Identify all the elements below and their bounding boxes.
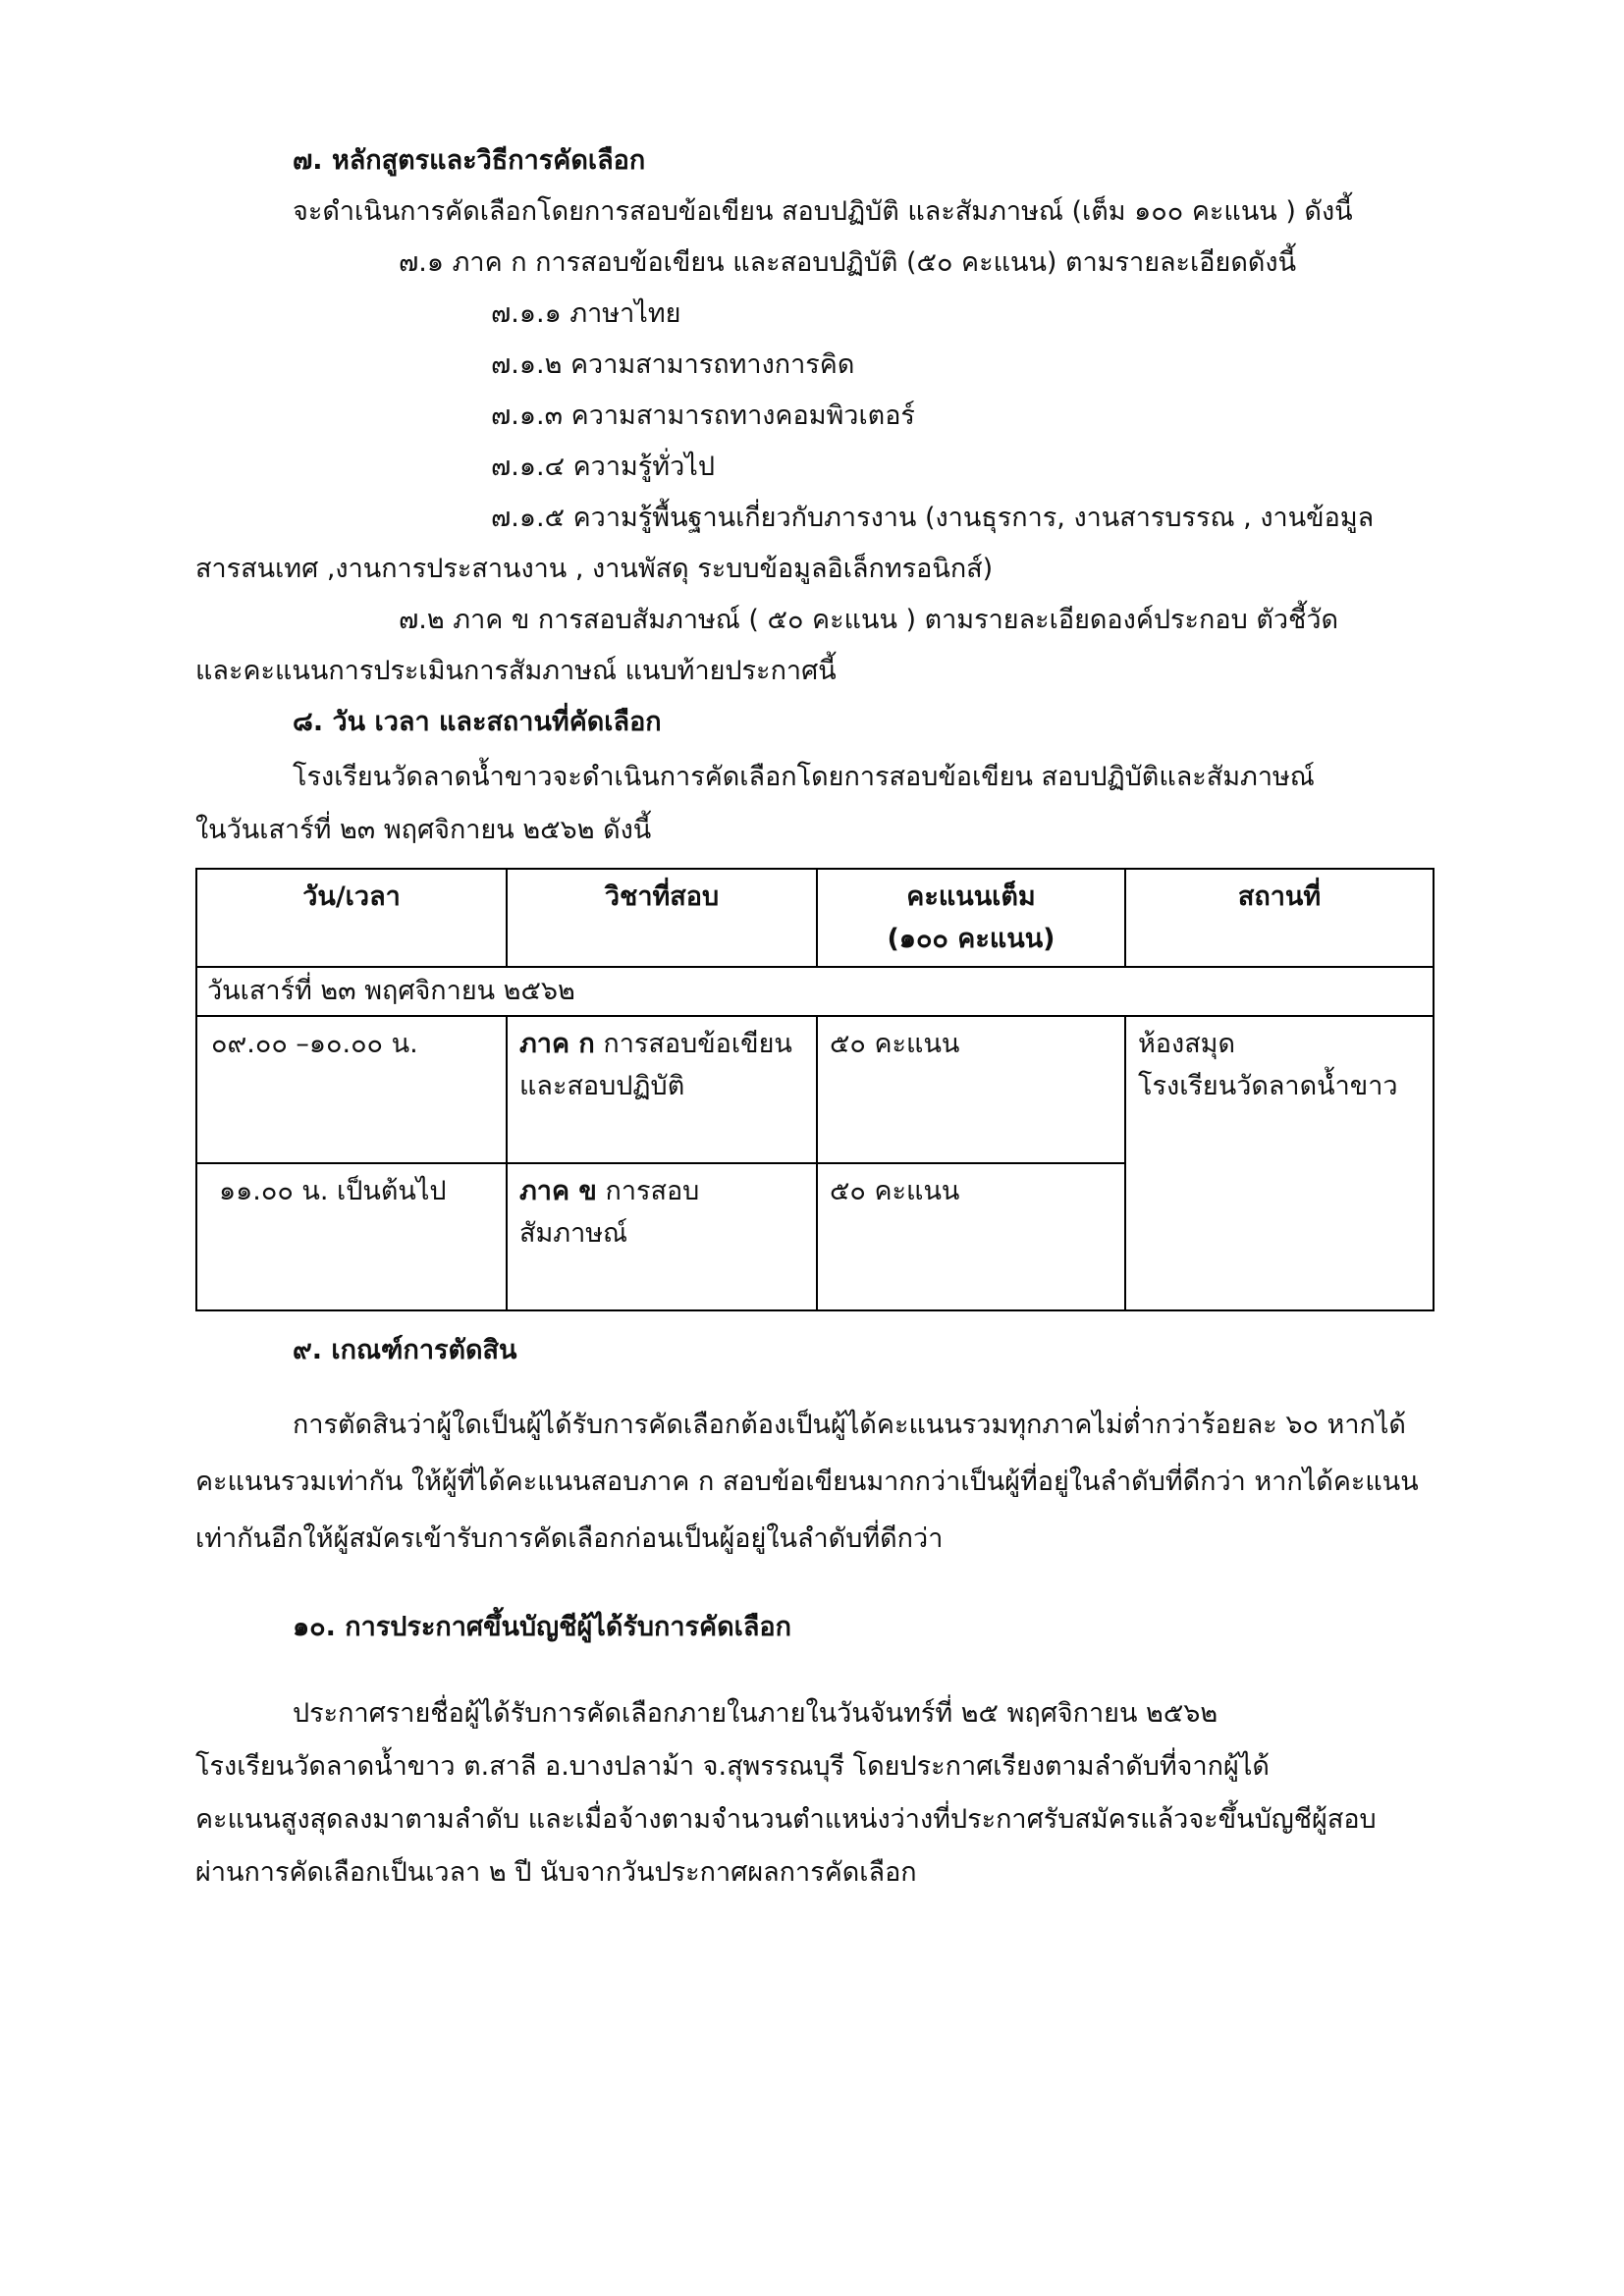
exam-schedule-table [195, 868, 1435, 1311]
list-item: ๗.๑.๒ ความสามารถทางการคิด [491, 349, 855, 380]
subject-part-label: ภาค ข [519, 1175, 597, 1206]
place-line2: โรงเรียนวัดลาดน้ำขาว [1138, 1070, 1398, 1101]
section-9-text: การตัดสินว่าผู้ใดเป็นผู้ได้รับการคัดเลือกต้องเป็นผู้ได้คะแนนรวมทุกภาคไม่ต่ำกว่าร้อยละ ๖๐ หากได้ [293, 1410, 1406, 1440]
table-row [196, 967, 1434, 1015]
subject-cell [507, 1163, 817, 1310]
list-item: ๗.๑.๔ ความรู้ทั่วไป [491, 452, 715, 482]
section-7-intro: จะดำเนินการคัดเลือกโดยการสอบข้อเขียน สอบปฏิบัติ และสัมภาษณ์ (เต็ม ๑๐๐ คะแนน ) ดังนี้ [293, 196, 1353, 227]
section-9-text-continuation: คะแนนรวมเท่ากัน ให้ผู้ที่ได้คะแนนสอบภาค ก สอบข้อเขียนมากกว่าเป็นผู้ที่อยู่ในลำดับที่ดีกว่า หากได้คะแนน [195, 1467, 1419, 1497]
table-row [196, 1016, 1434, 1163]
score-cell: ๕๐ คะแนน [817, 1016, 1125, 1163]
header-score-line2: (๑๐๐ คะแนน) [887, 924, 1056, 955]
subject-text-line2: สัมภาษณ์ [519, 1217, 628, 1249]
list-item-continuation: สารสนเทศ ,งานการประสานงาน , งานพัสดุ ระบบข้อมูลอิเล็กทรอนิกส์) [195, 554, 994, 584]
subject-part-label: ภาค ก [519, 1028, 595, 1059]
header-score-line1: คะแนนเต็ม [906, 881, 1036, 912]
section-7-2-continuation: และคะแนนการประเมินการสัมภาษณ์ แนบท้ายประกาศนี้ [195, 656, 837, 686]
section-7-2-text: ๗.๒ ภาค ข การสอบสัมภาษณ์ ( ๕๐ คะแนน ) ตามรายละเอียดองค์ประกอบ ตัวชี้วัด [399, 605, 1339, 635]
place-line1: ห้องสมุด [1138, 1028, 1236, 1059]
section-10-text-continuation: คะแนนสูงสุดลงมาตามลำดับ และเมื่อจ้างตามจำนวนตำแหน่งว่างที่ประกาศรับสมัครแล้วจะขึ้นบัญชีผู้สอบ [195, 1804, 1377, 1835]
section-10-heading: ๑๐. การประกาศขึ้นบัญชีผู้ได้รับการคัดเลือก [293, 1612, 791, 1642]
header-subject: วิชาที่สอบ [507, 869, 817, 967]
section-9-text-continuation: เท่ากันอีกให้ผู้สมัครเข้ารับการคัดเลือกก่อนเป็นผู้อยู่ในลำดับที่ดีกว่า [195, 1523, 944, 1554]
score-cell: ๕๐ คะแนน [817, 1163, 1125, 1310]
section-7-heading: ๗. หลักสูตรและวิธีการคัดเลือก [293, 145, 646, 176]
header-place: สถานที่ [1125, 869, 1434, 967]
subject-cell [507, 1016, 817, 1163]
subject-text-line2: และสอบปฏิบัติ [519, 1070, 685, 1101]
section-10-text: ประกาศรายชื่อผู้ได้รับการคัดเลือกภายในภายในวันจันทร์ที่ ๒๕ พฤศจิกายน ๒๕๖๒ [293, 1698, 1218, 1729]
section-10-text-continuation: โรงเรียนวัดลาดน้ำขาว ต.สาลี อ.บางปลาม้า จ.สุพรรณบุรี โดยประกาศเรียงตามลำดับที่จากผู้ได้ [195, 1751, 1270, 1782]
section-7-1-text: ๗.๑ ภาค ก การสอบข้อเขียน และสอบปฏิบัติ (๕๐ คะแนน) ตามรายละเอียดดังนี้ [399, 247, 1297, 278]
place-cell [1125, 1016, 1434, 1310]
header-score [817, 869, 1125, 967]
subject-text: การสอบข้อเขียน [594, 1028, 792, 1059]
section-8-text-continuation: ในวันเสาร์ที่ ๒๓ พฤศจิกายน ๒๕๖๒ ดังนี้ [195, 815, 652, 845]
table-header-row [196, 869, 1434, 967]
time-cell: ๑๑.๐๐ น. เป็นต้นไป [196, 1163, 507, 1310]
header-time: วัน/เวลา [196, 869, 507, 967]
subject-text: การสอบ [596, 1175, 700, 1206]
list-item: ๗.๑.๓ ความสามารถทางคอมพิวเตอร์ [491, 400, 915, 431]
section-8-text: โรงเรียนวัดลาดน้ำขาวจะดำเนินการคัดเลือกโดยการสอบข้อเขียน สอบปฏิบัติและสัมภาษณ์ [293, 762, 1315, 792]
time-cell: ๐๙.๐๐ –๑๐.๐๐ น. [196, 1016, 507, 1163]
section-9-heading: ๙. เกณฑ์การตัดสิน [293, 1335, 517, 1365]
list-item: ๗.๑.๕ ความรู้พื้นฐานเกี่ยวกับภารงาน (งานธุรการ, งานสารบรรณ , งานข้อมูล [491, 503, 1375, 533]
section-8-heading: ๘. วัน เวลา และสถานที่คัดเลือก [293, 707, 662, 737]
list-item: ๗.๑.๑ ภาษาไทย [491, 298, 681, 329]
date-cell: วันเสาร์ที่ ๒๓ พฤศจิกายน ๒๕๖๒ [196, 967, 1434, 1015]
section-10-text-continuation: ผ่านการคัดเลือกเป็นเวลา ๒ ปี นับจากวันประกาศผลการคัดเลือก [195, 1857, 917, 1888]
